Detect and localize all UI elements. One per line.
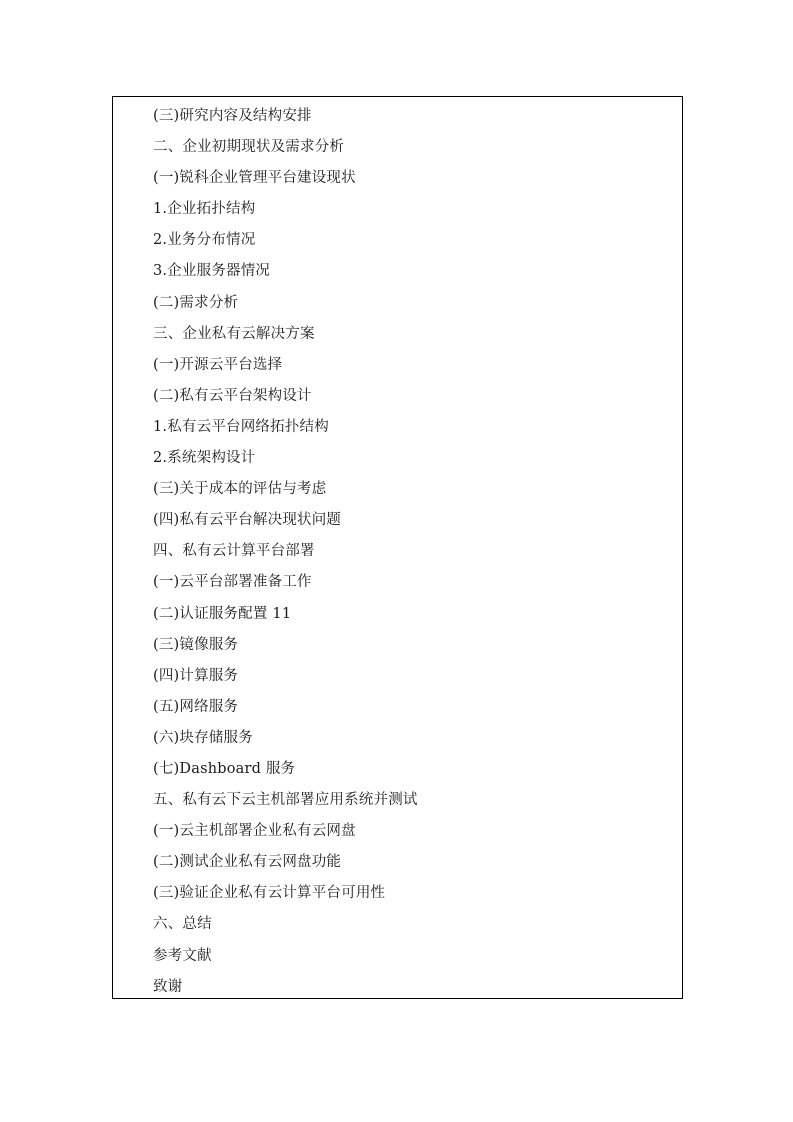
- toc-entry: (一)云平台部署准备工作: [153, 574, 312, 591]
- toc-entry: (三)验证企业私有云计算平台可用性: [153, 885, 386, 902]
- table-of-contents-box: [112, 96, 683, 999]
- toc-entry: (五)网络服务: [153, 698, 239, 715]
- toc-entry: (二)需求分析: [153, 294, 239, 311]
- toc-entry: 1.企业拓扑结构: [153, 201, 256, 218]
- toc-list: [153, 101, 418, 1003]
- toc-entry: (四)私有云平台解决现状问题: [153, 512, 342, 529]
- toc-entry: 1.私有云平台网络拓扑结构: [153, 418, 329, 435]
- toc-entry: (六)块存储服务: [153, 729, 253, 746]
- toc-entry: (二)测试企业私有云网盘功能: [153, 854, 342, 871]
- toc-entry: (四)计算服务: [153, 667, 239, 684]
- toc-entry: (一)锐科企业管理平台建设现状: [153, 170, 356, 187]
- toc-entry: 六、总结: [153, 916, 212, 933]
- toc-entry: 2.业务分布情况: [153, 232, 256, 249]
- toc-entry: (二)认证服务配置 11: [153, 605, 292, 622]
- toc-entry: 三、企业私有云解决方案: [153, 325, 315, 342]
- toc-entry: 五、私有云下云主机部署应用系统并测试: [153, 792, 418, 809]
- toc-entry: 2.系统架构设计: [153, 450, 256, 467]
- toc-entry: 3.企业服务器情况: [153, 263, 271, 280]
- toc-entry: (一)开源云平台选择: [153, 356, 283, 373]
- toc-entry: 四、私有云计算平台部署: [153, 543, 315, 560]
- toc-entry: (三)镜像服务: [153, 636, 239, 653]
- toc-entry: 二、企业初期现状及需求分析: [153, 139, 345, 156]
- toc-entry: (七)Dashboard 服务: [153, 760, 296, 777]
- toc-entry: (三)关于成本的评估与考虑: [153, 481, 327, 498]
- toc-entry: (一)云主机部署企业私有云网盘: [153, 823, 356, 840]
- toc-entry: (二)私有云平台架构设计: [153, 387, 312, 404]
- toc-entry: 参考文献: [153, 947, 212, 964]
- toc-entry: (三)研究内容及结构安排: [153, 108, 312, 124]
- toc-entry: 致谢: [153, 978, 183, 995]
